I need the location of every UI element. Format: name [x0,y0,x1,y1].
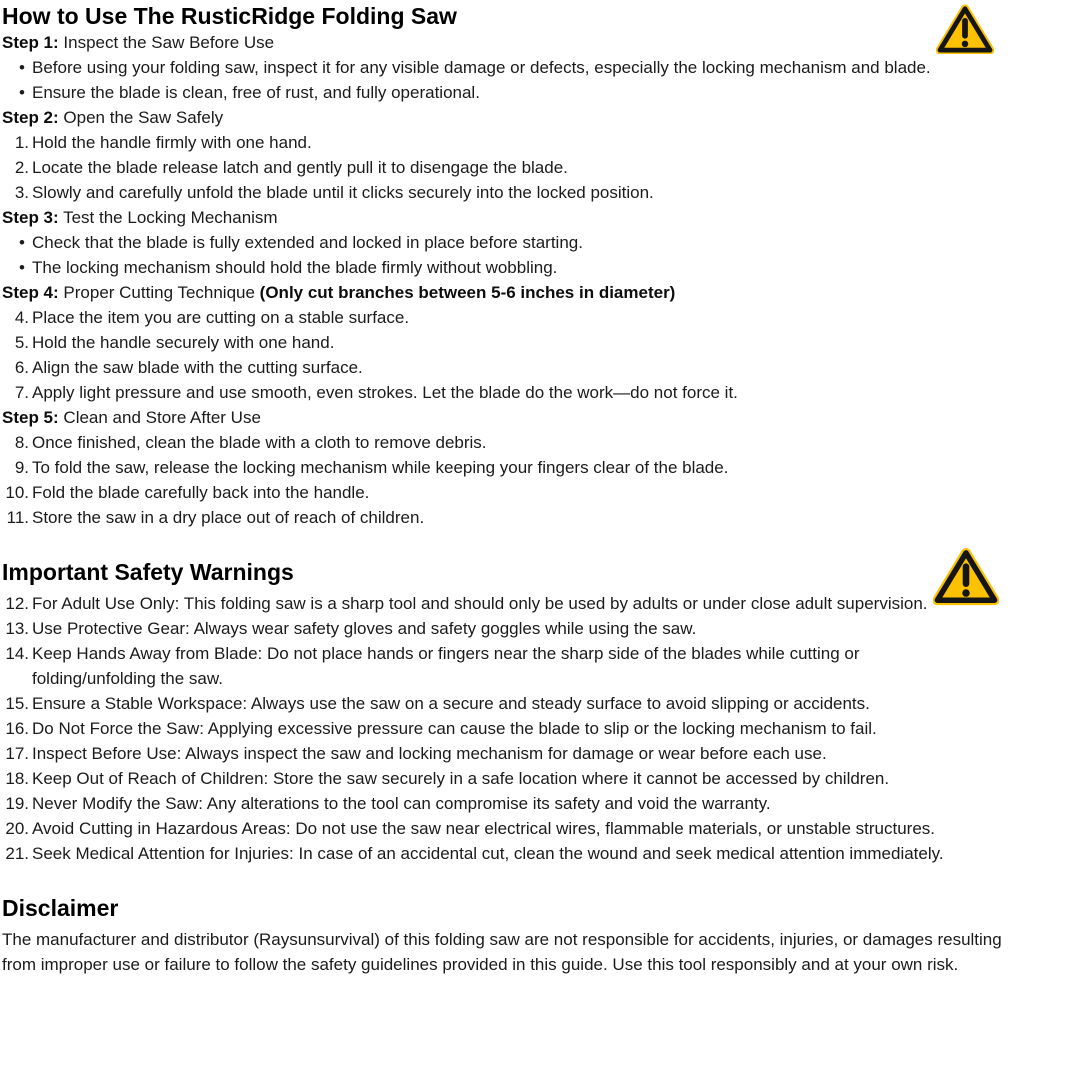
list-item [2,616,1078,641]
list-item [2,591,1078,616]
list-item [2,255,1078,280]
number-marker: 10. [5,483,29,502]
list-item [2,691,1078,716]
step-title: Inspect the Saw Before Use [58,33,275,52]
step-label: Step 4: [2,283,59,302]
list-item [2,155,1078,180]
list-item-text: Hold the handle firmly with one hand. [32,133,312,152]
step-title: Proper Cutting Technique [58,283,260,302]
list-item [2,430,1078,455]
number-marker: 16. [5,719,29,738]
list-item-text: For Adult Use Only: This folding saw is a sharp tool and should only be used by adults or under close adult supervision. [32,594,928,613]
step-title: Open the Saw Safely [58,108,224,127]
list-item [2,641,1078,691]
list-item [2,355,1078,380]
list-item-text: Ensure a Stable Workspace: Always use the saw on a secure and steady surface to avoid slipping or accidents. [32,694,870,713]
number-marker: 19. [5,794,29,813]
list-item-text: Use Protective Gear: Always wear safety gloves and safety goggles while using the saw. [32,619,697,638]
number-marker: 9. [14,458,29,477]
number-marker: 8. [14,433,29,452]
number-marker: 18. [5,769,29,788]
list-item [2,505,1078,530]
list-item [2,816,1078,841]
bullet-marker: • [19,233,25,252]
list-item-text: Avoid Cutting in Hazardous Areas: Do not use the saw near electrical wires, flammable materials, or unstable structures. [32,819,935,838]
warning-icon [933,546,999,613]
number-marker: 12. [5,594,29,613]
step-2-heading [2,105,1078,130]
list-item-text: Inspect Before Use: Always inspect the saw and locking mechanism for damage or wear before each use. [32,744,827,763]
list-item [2,230,1078,255]
number-marker: 5. [14,333,29,352]
step-1-heading [2,30,1078,55]
list-item [2,55,1078,80]
list-item [2,330,1078,355]
warnings-list [2,591,1078,866]
number-marker: 7. [14,383,29,402]
list-item-text: Hold the handle securely with one hand. [32,333,335,352]
list-item-text: Place the item you are cutting on a stable surface. [32,308,410,327]
step-5-heading [2,405,1078,430]
list-item-text: Seek Medical Attention for Injuries: In case of an accidental cut, clean the wound and seek medical attention immediately. [32,844,944,863]
number-marker: 6. [14,358,29,377]
number-marker: 15. [5,694,29,713]
list-item [2,841,1078,866]
list-item-text: To fold the saw, release the locking mechanism while keeping your fingers clear of the blade. [32,458,729,477]
bullet-marker: • [19,58,25,77]
list-item [2,380,1078,405]
list-item-text: Keep Out of Reach of Children: Store the saw securely in a safe location where it cannot be accessed by children. [32,769,890,788]
list-item [2,305,1078,330]
step-3-list [2,230,1078,280]
list-item-text: Ensure the blade is clean, free of rust, and fully operational. [32,83,480,102]
bullet-marker: • [19,83,25,102]
step-label: Step 3: [2,208,59,227]
step-label: Step 1: [2,33,59,52]
list-item-text: Never Modify the Saw: Any alterations to the tool can compromise its safety and void the warranty. [32,794,771,813]
number-marker: 17. [5,744,29,763]
list-item-text: Keep Hands Away from Blade: Do not place hands or fingers near the sharp side of the blades while cutting or folding/unfolding the saw. [32,644,860,688]
list-item-text: Store the saw in a dry place out of reach of children. [32,508,425,527]
number-marker: 14. [5,644,29,663]
list-item-text: Slowly and carefully unfold the blade until it clicks securely into the locked position. [32,183,654,202]
list-item-text: The locking mechanism should hold the blade firmly without wobbling. [32,258,558,277]
step-3-heading [2,205,1078,230]
disclaimer-heading: Disclaimer [2,895,119,921]
list-item-text: Locate the blade release latch and gently pull it to disengage the blade. [32,158,568,177]
step-2-list [2,130,1078,205]
number-marker: 3. [14,183,29,202]
step-title-bold-note: (Only cut branches between 5-6 inches in diameter) [259,283,676,302]
list-item [2,130,1078,155]
step-4-list [2,305,1078,405]
disclaimer-text: The manufacturer and distributor (Raysunsurvival) of this folding saw are not responsible for accidents, injuries, or damages resulting from improper use or failure to follow the safety guidelines provided in this guide. Use this tool responsibly and at your own risk. [2,930,1002,974]
number-marker: 4. [14,308,29,327]
warnings-heading: Important Safety Warnings [2,559,294,585]
number-marker: 13. [5,619,29,638]
list-item [2,455,1078,480]
list-item-text: Align the saw blade with the cutting surface. [32,358,363,377]
step-label: Step 2: [2,108,59,127]
warning-icon [936,4,994,61]
list-item [2,80,1078,105]
list-item [2,180,1078,205]
list-item-text: Before using your folding saw, inspect it for any visible damage or defects, especially the locking mechanism and blade. [32,58,931,77]
step-label: Step 5: [2,408,59,427]
step-title: Clean and Store After Use [58,408,261,427]
number-marker: 11. [6,508,29,527]
step-5-list [2,430,1078,530]
list-item-text: Once finished, clean the blade with a cloth to remove debris. [32,433,487,452]
step-title: Test the Locking Mechanism [58,208,278,227]
list-item [2,791,1078,816]
step-4-heading [2,280,1078,305]
number-marker: 20. [5,819,29,838]
bullet-marker: • [19,258,25,277]
list-item [2,480,1078,505]
page-title: How to Use The RusticRidge Folding Saw [2,3,457,29]
number-marker: 2. [14,158,29,177]
step-1-list [2,55,1078,105]
list-item-text: Do Not Force the Saw: Applying excessive pressure can cause the blade to slip or the locking mechanism to fail. [32,719,877,738]
list-item [2,766,1078,791]
number-marker: 21. [5,844,29,863]
list-item-text: Fold the blade carefully back into the handle. [32,483,370,502]
list-item [2,741,1078,766]
list-item-text: Check that the blade is fully extended and locked in place before starting. [32,233,583,252]
list-item-text: Apply light pressure and use smooth, even strokes. Let the blade do the work—do not force it. [32,383,738,402]
list-item [2,716,1078,741]
number-marker: 1. [14,133,29,152]
